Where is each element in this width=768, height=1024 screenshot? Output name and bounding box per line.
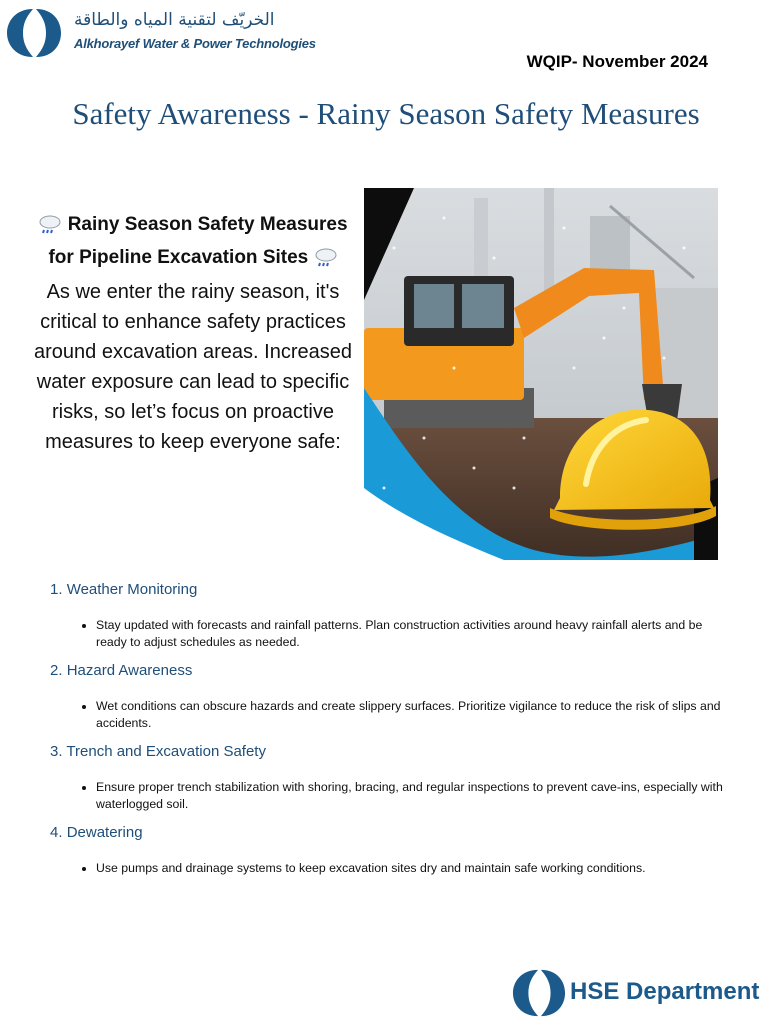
intro-block: [22, 208, 364, 457]
section-heading: 3. Trench and Excavation Safety: [50, 743, 266, 760]
section-heading: 1. Weather Monitoring: [50, 581, 198, 598]
hse-logo-icon: [512, 966, 566, 1020]
section-bullets: [50, 779, 730, 813]
section-heading: 2. Hazard Awareness: [50, 662, 193, 679]
hse-department-logo: [512, 966, 762, 1020]
section-hazard-awareness: [50, 659, 730, 732]
intro-body: As we enter the rainy season, it's critical to enhance safety practices around excavation areas. Increased water exposure can lead to specific risks, so let’s focus on proactive measures to keep everyone safe:: [34, 281, 352, 453]
safety-sections: [50, 578, 730, 885]
bullet-item: • Ensure proper trench stabilization with shoring, bracing, and regular inspections to prevent cave-ins, especially with waterlogged soil.: [96, 779, 730, 813]
edition-label: WQIP- November 2024: [526, 52, 708, 71]
rain-cloud-icon: [38, 214, 62, 234]
bullet-item: • Stay updated with forecasts and rainfall patterns. Plan construction activities around heavy rainfall alerts and be ready to adjust schedules as needed.: [96, 617, 730, 651]
rain-cloud-icon: [314, 247, 338, 267]
hero-image: [364, 188, 718, 560]
bullet-item: • Use pumps and drainage systems to keep excavation sites dry and maintain safe working conditions.: [96, 860, 730, 877]
company-name-arabic: الخريّف لتقنية المياه والطاقة: [74, 10, 275, 30]
section-weather-monitoring: [50, 578, 730, 651]
section-bullets: [50, 860, 730, 877]
hse-department-label: HSE Department: [570, 978, 760, 1005]
section-bullets: [50, 617, 730, 651]
section-dewatering: [50, 821, 730, 877]
intro-heading: [22, 208, 364, 274]
company-logo: [6, 6, 316, 60]
section-heading: 4. Dewatering: [50, 824, 143, 841]
company-logo-icon: [6, 6, 62, 60]
section-bullets: [50, 698, 730, 732]
intro-heading-line1: Rainy Season Safety Measures: [67, 214, 348, 235]
intro-heading-line2: for Pipeline Excavation Sites: [48, 247, 309, 268]
bullet-item: • Wet conditions can obscure hazards and create slippery surfaces. Prioritize vigilance to reduce the risk of slips and accidents.: [96, 698, 730, 732]
page-title: Safety Awareness - Rainy Season Safety Measures: [72, 96, 700, 131]
section-trench-safety: [50, 740, 730, 813]
company-name-english: Alkhorayef Water & Power Technologies: [74, 36, 316, 51]
